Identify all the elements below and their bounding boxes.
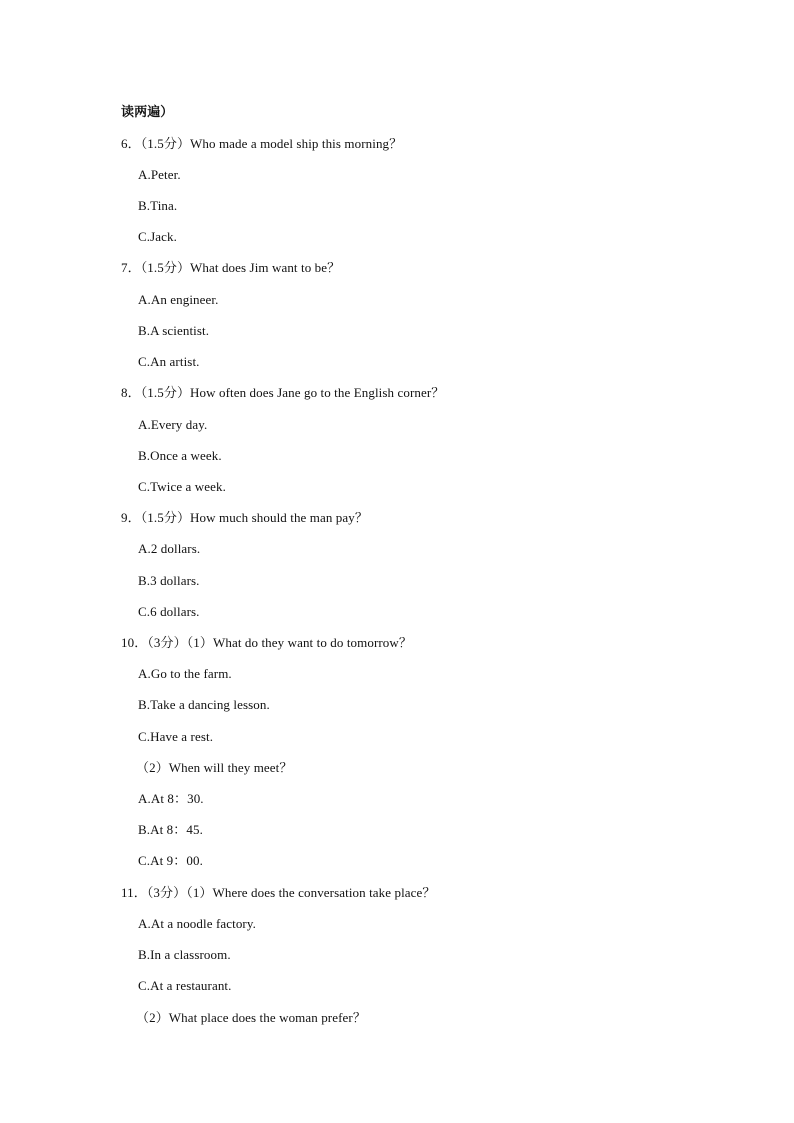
question-9: 9．（1.5分）How much should the man pay？	[121, 510, 368, 525]
question-8-option-c: C.Twice a week.	[138, 479, 226, 494]
question-11-subquestion: （2）What place does the woman prefer？	[136, 1010, 366, 1025]
question-9-option-b: B.3 dollars.	[138, 573, 200, 588]
question-11: 11．（3分）（1）Where does the conversation take place？	[121, 885, 436, 900]
question-11-option-c: C.At a restaurant.	[138, 978, 232, 993]
question-9-option-a: A.2 dollars.	[138, 541, 201, 556]
question-11-option-a: A.At a noodle factory.	[138, 916, 256, 931]
section-heading: 读两遍）	[121, 104, 174, 119]
question-6: 6．（1.5分）Who made a model ship this morning？	[121, 136, 403, 151]
question-9-option-c: C.6 dollars.	[138, 604, 200, 619]
question-10-option-b: B.Take a dancing lesson.	[138, 697, 270, 712]
question-7-option-a: A.An engineer.	[138, 292, 219, 307]
question-7: 7．（1.5分）What does Jim want to be？	[121, 260, 341, 275]
question-8-option-a: A.Every day.	[138, 417, 208, 432]
question-6-option-c: C.Jack.	[138, 229, 177, 244]
question-6-option-b: B.Tina.	[138, 198, 178, 213]
question-8-option-b: B.Once a week.	[138, 448, 222, 463]
question-10-sub-option-a: A.At 8：30.	[138, 791, 204, 806]
question-7-option-c: C.An artist.	[138, 354, 200, 369]
question-10-option-a: A.Go to the farm.	[138, 666, 232, 681]
question-10-sub-option-c: C.At 9：00.	[138, 853, 203, 868]
question-10-subquestion: （2）When will they meet？	[136, 760, 293, 775]
question-10: 10．（3分）（1）What do they want to do tomorrow？	[121, 635, 412, 650]
question-10-option-c: C.Have a rest.	[138, 729, 214, 744]
question-6-option-a: A.Peter.	[138, 167, 181, 182]
question-10-sub-option-b: B.At 8：45.	[138, 822, 203, 837]
question-11-option-b: B.In a classroom.	[138, 947, 231, 962]
question-7-option-b: B.A scientist.	[138, 323, 210, 338]
question-8: 8．（1.5分）How often does Jane go to the English corner？	[121, 385, 445, 400]
